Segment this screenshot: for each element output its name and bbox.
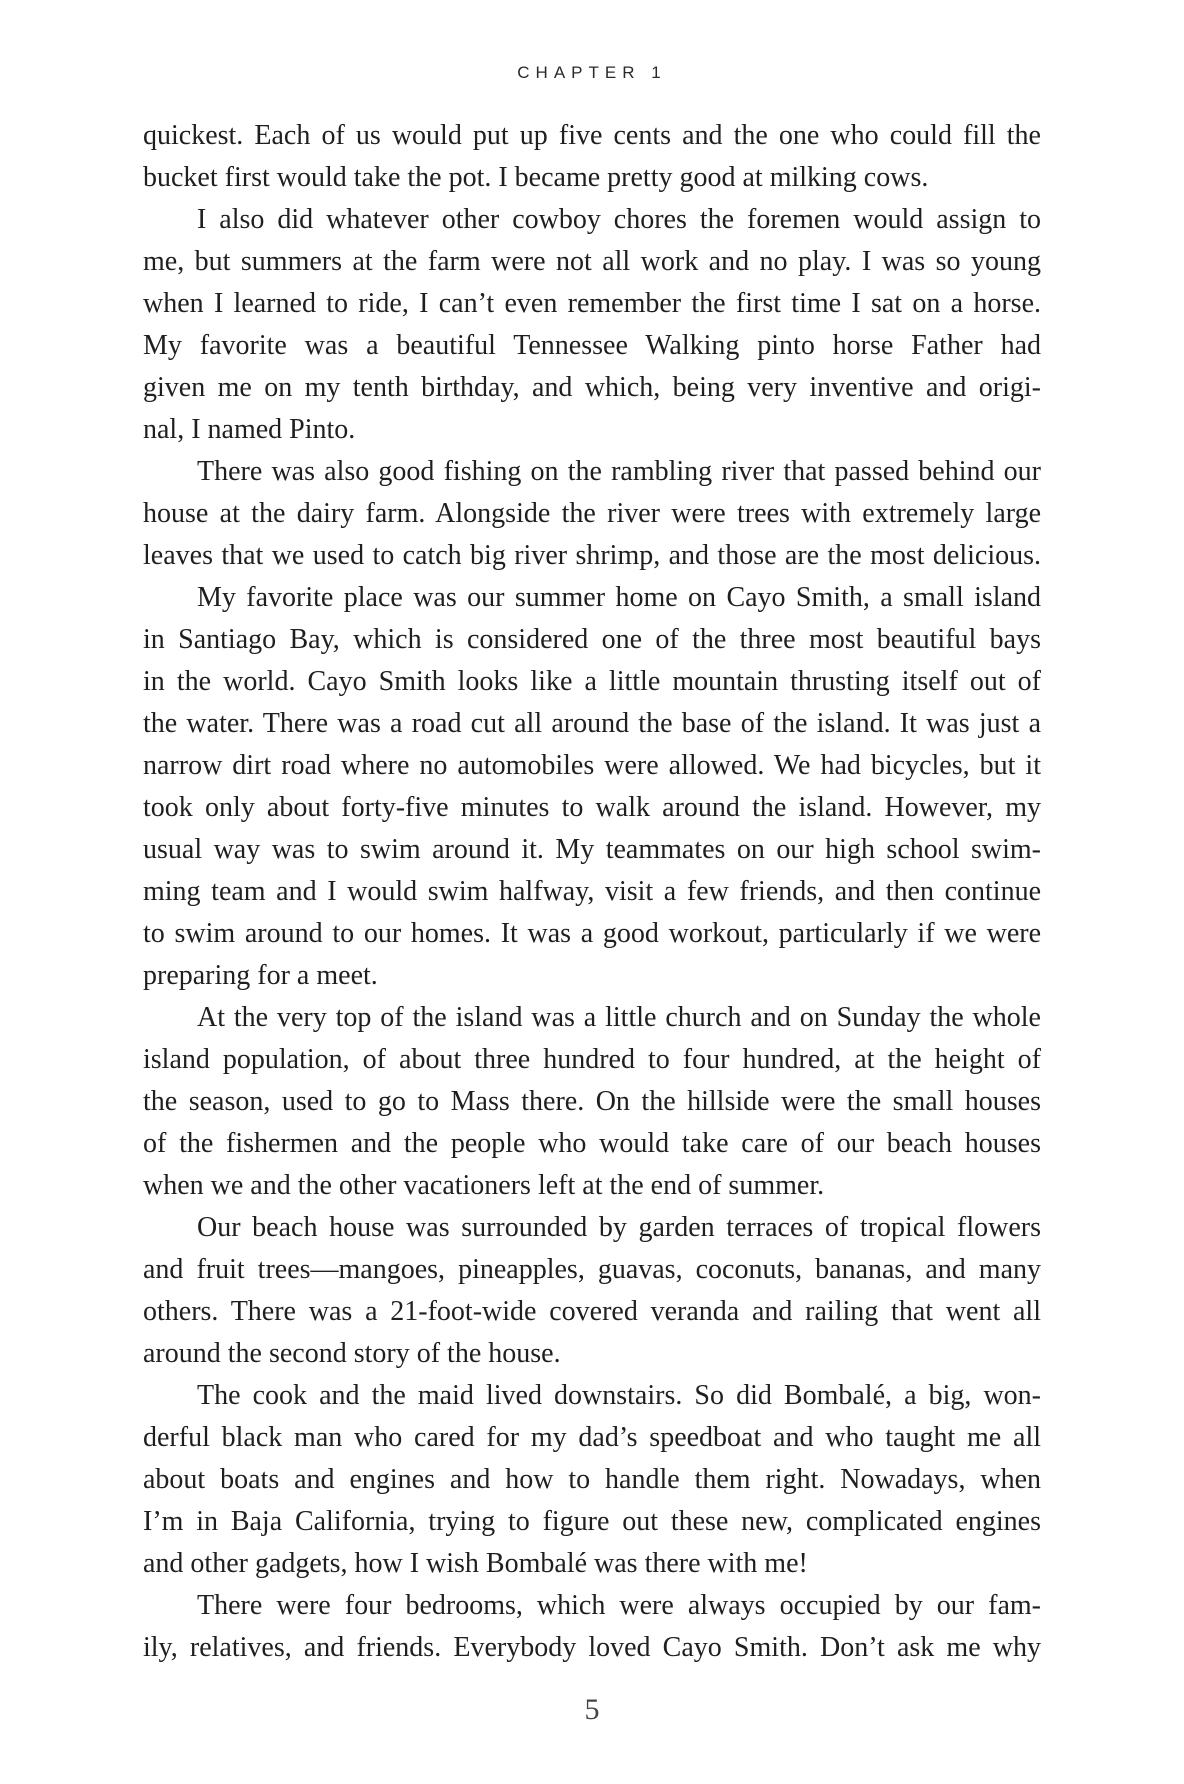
text-line: There were four bedrooms, which were always occupied by our fam- [197,1590,1041,1621]
text-line: bucket first would take the pot. I became pretty good at milking cows. [143,162,929,193]
text-line: My favorite place was our summer home on Cayo Smith, a small island [197,582,1041,613]
text-line: when I learned to ride, I can’t even remember the first time I sat on a horse. [143,288,1041,319]
text-line: I’m in Baja California, trying to figure out these new, complicated engines [143,1506,1041,1537]
text-line: around the second story of the house. [143,1338,561,1369]
text-line: narrow dirt road where no automobiles were allowed. We had bicycles, but it [143,750,1041,781]
text-line: took only about forty-five minutes to walk around the island. However, my [143,792,1041,823]
text-line: the season, used to go to Mass there. On the hillside were the small houses [143,1086,1041,1117]
text-line: quickest. Each of us would put up five cents and the one who could fill the [143,120,1041,151]
text-line: to swim around to our homes. It was a good workout, particularly if we were [143,918,1041,949]
text-line: I also did whatever other cowboy chores the foremen would assign to [197,204,1041,235]
text-line: usual way was to swim around it. My teammates on our high school swim- [143,834,1041,865]
text-line: island population, of about three hundred to four hundred, at the height of [143,1044,1041,1075]
text-line: My favorite was a beautiful Tennessee Walking pinto horse Father had [143,330,1041,361]
text-line: derful black man who cared for my dad’s speedboat and who taught me all [143,1422,1041,1453]
page-number: 5 [584,1693,600,1726]
body-text [143,115,1041,1669]
text-line: others. There was a 21-foot-wide covered veranda and railing that went all [143,1296,1041,1327]
text-line: when we and the other vacationers left at the end of summer. [143,1170,825,1201]
text-line: in Santiago Bay, which is considered one of the three most beautiful bays [143,624,1041,655]
text-line: in the world. Cayo Smith looks like a little mountain thrusting itself out of [143,666,1041,697]
text-line: of the fishermen and the people who would take care of our beach houses [143,1128,1041,1159]
text-line: given me on my tenth birthday, and which, being very inventive and origi- [143,372,1041,403]
text-line: preparing for a meet. [143,960,378,991]
text-line: and other gadgets, how I wish Bombalé was there with me! [143,1548,808,1579]
text-line: At the very top of the island was a little church and on Sunday the whole [197,1002,1041,1033]
text-line: me, but summers at the farm were not all work and no play. I was so young [143,246,1041,277]
text-line: ming team and I would swim halfway, visit a few friends, and then continue [143,876,1041,907]
text-line: nal, I named Pinto. [143,414,356,445]
text-line: The cook and the maid lived downstairs. So did Bombalé, a big, won- [197,1380,1041,1411]
text-line: the water. There was a road cut all around the base of the island. It was just a [143,708,1041,739]
text-line: There was also good fishing on the rambling river that passed behind our [197,456,1041,487]
text-line: leaves that we used to catch big river shrimp, and those are the most delicious. [143,540,1041,571]
text-line: about boats and engines and how to handle them right. Nowadays, when [143,1464,1041,1495]
text-line: ily, relatives, and friends. Everybody loved Cayo Smith. Don’t ask me why [143,1632,1041,1663]
text-line: Our beach house was surrounded by garden terraces of tropical flowers [197,1212,1041,1243]
text-line: and fruit trees—mangoes, pineapples, guavas, coconuts, bananas, and many [143,1254,1041,1285]
text-line: house at the dairy farm. Alongside the river were trees with extremely large [143,498,1041,529]
chapter-header: CHAPTER 1 [517,63,667,82]
